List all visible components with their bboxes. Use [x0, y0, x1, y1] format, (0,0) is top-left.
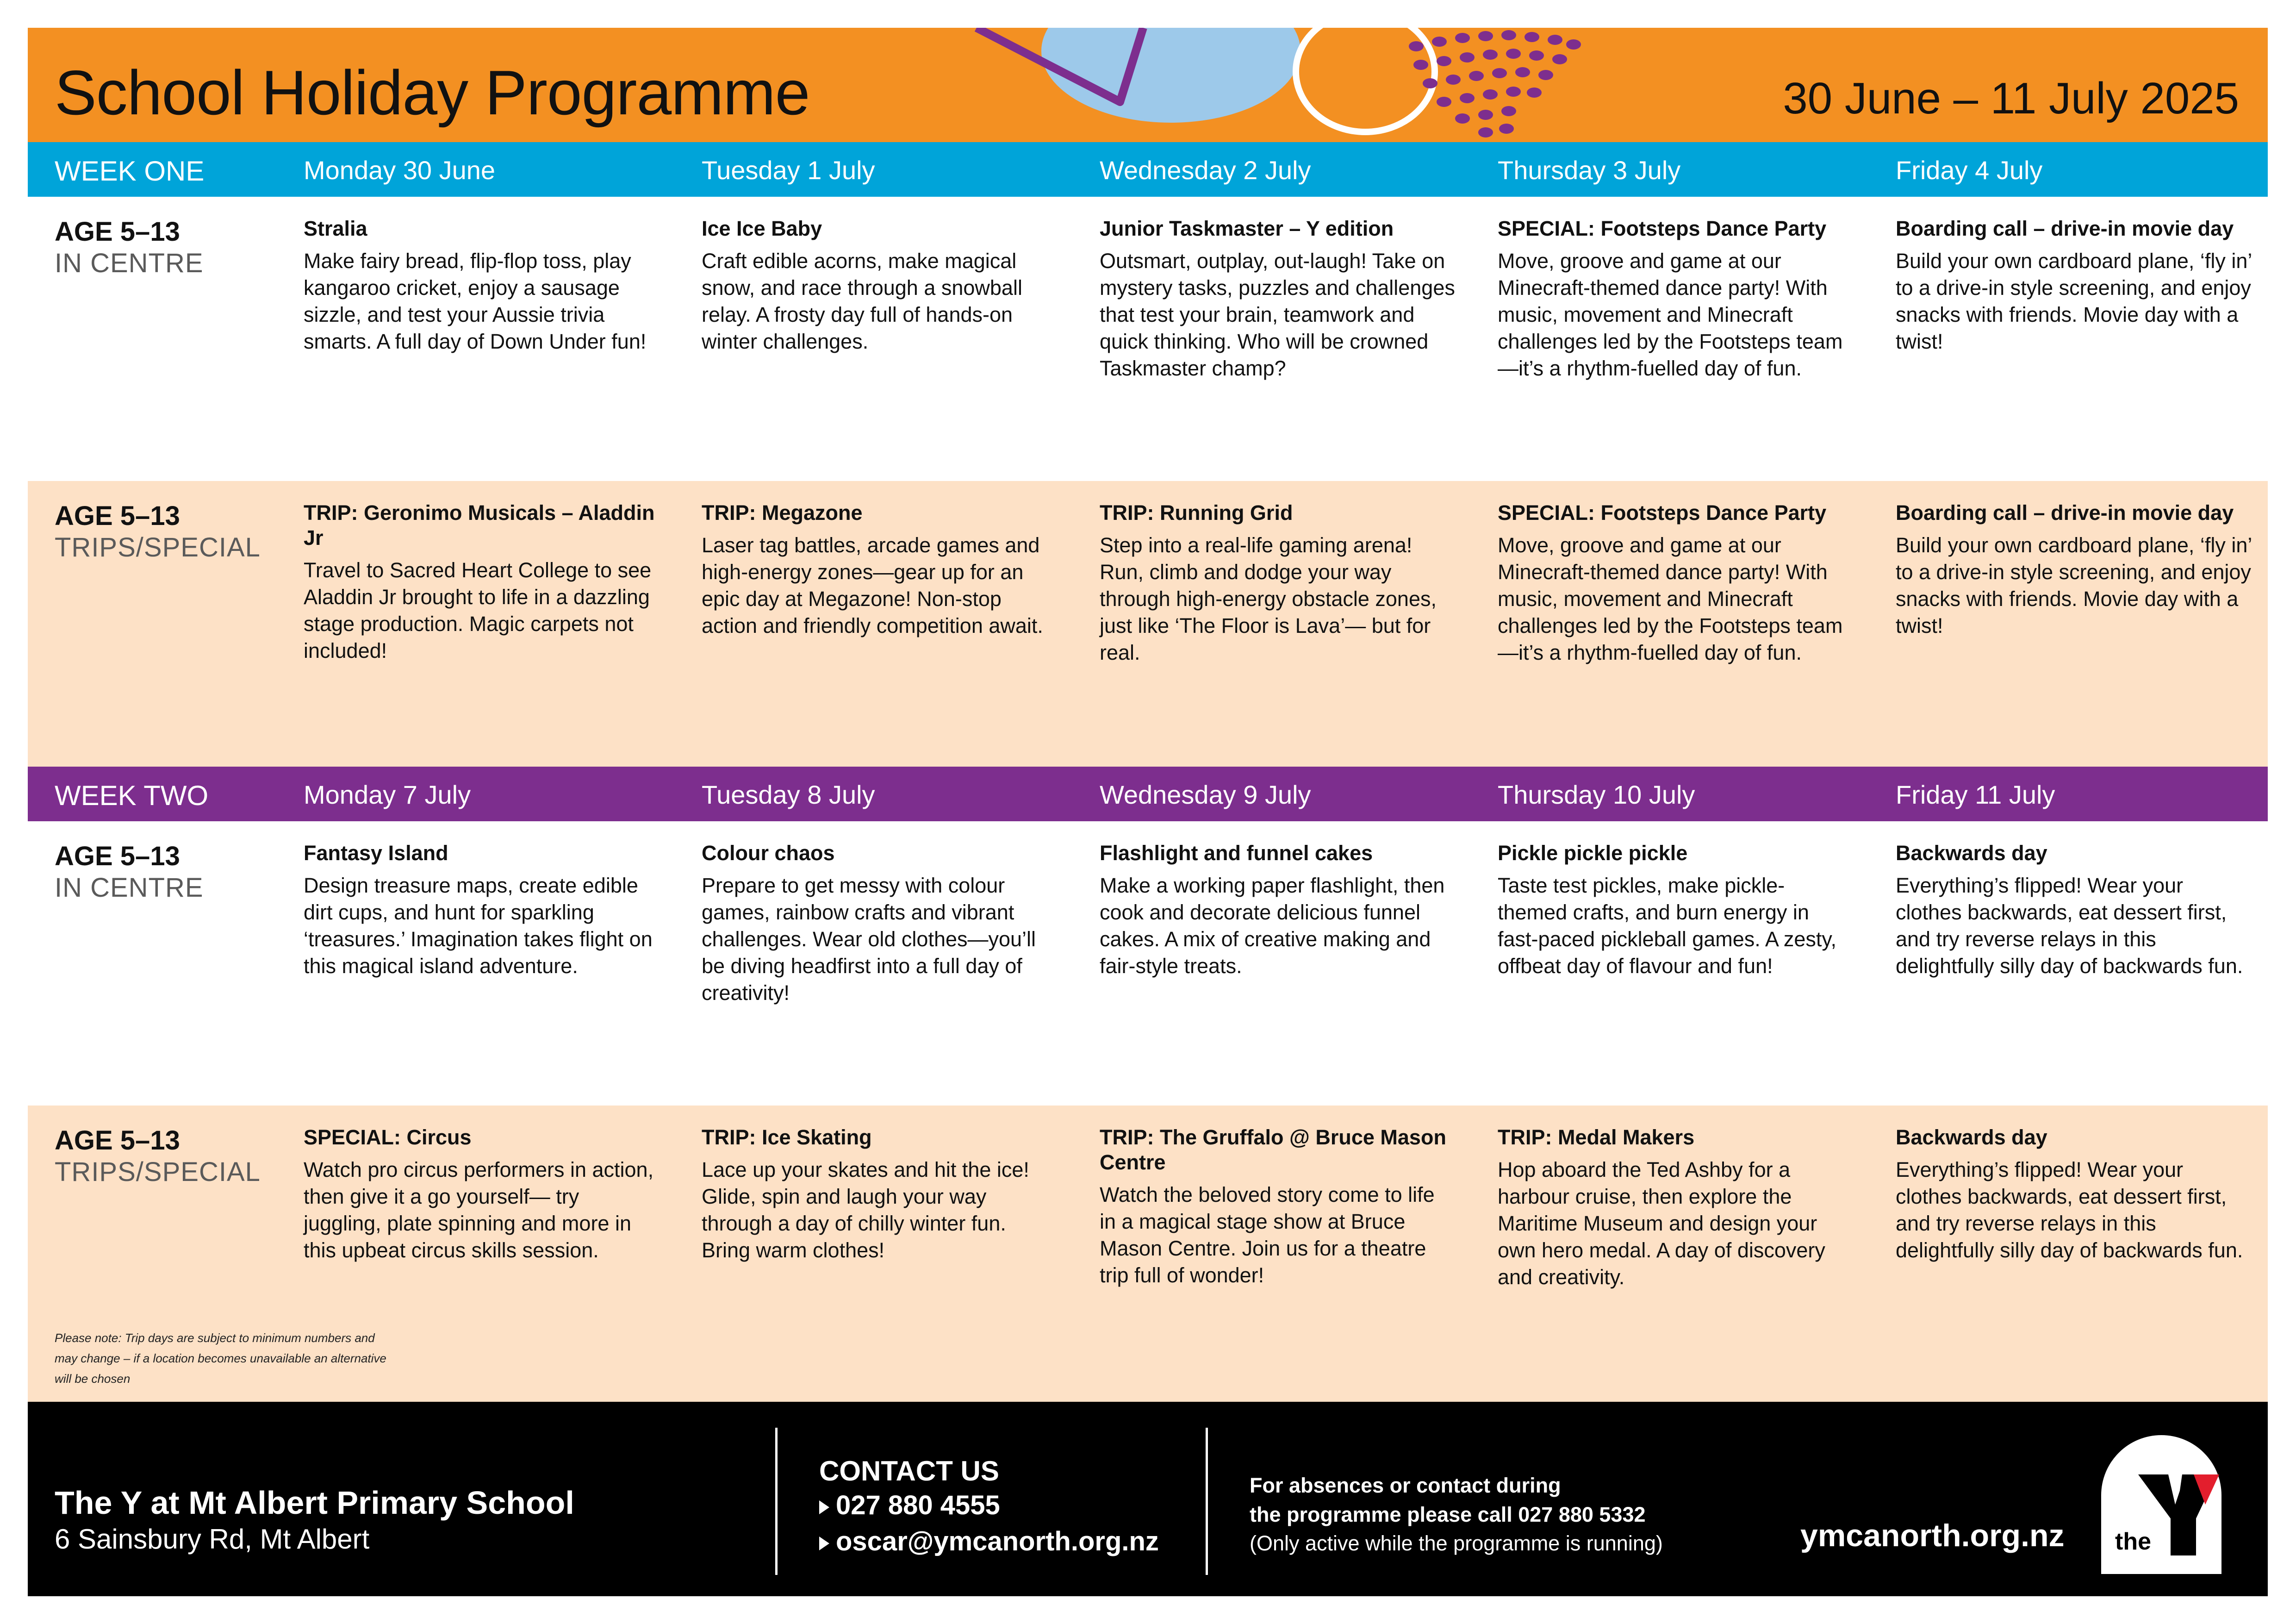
- activity-title: Boarding call – drive-in movie day: [1896, 217, 2234, 240]
- day-label: Friday 11 July: [1896, 780, 2055, 809]
- session-type: TRIPS/SPECIAL: [55, 1157, 261, 1187]
- day-label: Monday 30 June: [304, 156, 496, 185]
- activity-card: [1498, 841, 1854, 980]
- absence-info-line: (Only active while the programme is running): [1250, 1531, 1663, 1555]
- activity-title: SPECIAL: Footsteps Dance Party: [1498, 501, 1827, 525]
- activity-title: Boarding call – drive-in movie day: [1896, 501, 2234, 525]
- activity-description: Make fairy bread, flip-flop toss, play kangaroo cricket, enjoy a sausage sizzle, and test your Aussie trivia smarts. A full day of Down Under fun!: [304, 249, 647, 353]
- trip-disclaimer-note: Please note: Trip days are subject to minimum numbers and may change – if a location becomes unavailable an alternative will be chosen: [55, 1331, 386, 1386]
- activity-description: Build your own cardboard plane, ‘fly in’ to a drive-in style screening, and enjoy snacks with friends. Movie day with a twist!: [1896, 533, 2252, 637]
- activity-title: Flashlight and funnel cakes: [1100, 841, 1373, 865]
- day-label: Friday 4 July: [1896, 156, 2043, 185]
- activity-description: Watch the beloved story come to life in a magical stage show at Bruce Mason Centre. Join us for a theatre trip full of wonder!: [1100, 1183, 1435, 1287]
- week-one-label: WEEK ONE: [55, 156, 205, 187]
- activity-description: Outsmart, outplay, out-laugh! Take on mystery tasks, puzzles and challenges that test your brain, teamwork and quick thinking. Who will be crowned Taskmaster champ?: [1100, 249, 1455, 380]
- activity-card: [1498, 1125, 1854, 1291]
- week-two-label: WEEK TWO: [55, 780, 209, 811]
- activity-card: [304, 841, 660, 980]
- session-type: IN CENTRE: [55, 873, 204, 903]
- activity-title: SPECIAL: Footsteps Dance Party: [1498, 217, 1827, 240]
- activity-title: TRIP: Geronimo Musicals – Aladdin Jr: [304, 501, 655, 550]
- activity-description: Make a working paper flashlight, then cook and decorate delicious funnel cakes. A mix of creative making and fair-style treats.: [1100, 874, 1445, 978]
- day-label: Tuesday 8 July: [702, 780, 875, 809]
- activity-title: Backwards day: [1896, 1125, 2047, 1149]
- activity-description: Watch pro circus performers in action, then give it a go yourself— try juggling, plate spinning and more in this upbeat circus skills session.: [304, 1158, 654, 1262]
- activity-description: Taste test pickles, make pickle-themed crafts, and burn energy in fast-paced pickleball games. A zesty, offbeat day of flavour and fun!: [1498, 874, 1837, 978]
- activity-card: [1896, 1125, 2252, 1264]
- week-one-bar: [28, 142, 2268, 197]
- divider: [1206, 1428, 1208, 1575]
- activity-description: Move, groove and game at our Minecraft-themed dance party! With music, movement and Minecraft challenges led by the Footsteps team—it’s a rhythm-fuelled day of fun.: [1498, 533, 1843, 664]
- activity-description: Lace up your skates and hit the ice! Glide, spin and laugh your way through a day of chilly winter fun. Bring warm clothes!: [702, 1158, 1029, 1262]
- week-two-bar: [28, 767, 2268, 821]
- week-two-trips: [28, 1106, 2268, 1402]
- activity-card: [1498, 500, 1854, 666]
- activity-description: Craft edible acorns, make magical snow, and race through a snowball relay. A frosty day full of hands-on winter challenges.: [702, 249, 1022, 353]
- absence-info-line: For absences or contact during: [1250, 1474, 1561, 1497]
- activity-card: [1100, 216, 1456, 382]
- day-label: Tuesday 1 July: [702, 156, 875, 185]
- age-label: AGE 5–13: [55, 1125, 180, 1156]
- session-type: IN CENTRE: [55, 248, 204, 278]
- activity-card: [304, 216, 660, 355]
- absence-info-line: the programme please call 027 880 5332: [1250, 1503, 1646, 1526]
- activity-card: [702, 841, 1058, 1006]
- activity-title: Colour chaos: [702, 841, 835, 865]
- activity-card: [1896, 216, 2252, 355]
- arrow-right-icon: [819, 1537, 829, 1550]
- day-label: Wednesday 2 July: [1100, 156, 1311, 185]
- age-label: AGE 5–13: [55, 217, 180, 247]
- activity-description: Travel to Sacred Heart College to see Aladdin Jr brought to life in a dazzling stage production. Magic carpets not included!: [304, 558, 652, 662]
- activity-description: Step into a real-life gaming arena! Run, climb and dodge your way through high-energy obstacle zones, just like ‘The Floor is Lava’— but for real.: [1100, 533, 1437, 664]
- phone-contact[interactable]: [819, 1490, 1000, 1521]
- activity-title: SPECIAL: Circus: [304, 1125, 472, 1149]
- activity-title: TRIP: Medal Makers: [1498, 1125, 1695, 1149]
- activity-card: [304, 1125, 660, 1264]
- activity-title: Pickle pickle pickle: [1498, 841, 1688, 865]
- activity-card: [1896, 841, 2252, 980]
- day-label: Wednesday 9 July: [1100, 780, 1311, 809]
- activity-card: [702, 500, 1058, 639]
- activity-title: Stralia: [304, 217, 367, 240]
- contact-heading: CONTACT US: [819, 1455, 999, 1487]
- email-address: oscar@ymcanorth.org.nz: [836, 1526, 1159, 1556]
- activity-description: Prepare to get messy with colour games, rainbow crafts and vibrant challenges. Wear old clothes—you’ll be diving headfirst into a full day of creativity!: [702, 874, 1036, 1005]
- activity-description: Hop aboard the Ted Ashby for a harbour cruise, then explore the Maritime Museum and design your own hero medal. A day of discovery and creativity.: [1498, 1158, 1825, 1289]
- activity-card: [1100, 1125, 1456, 1289]
- activity-description: Everything’s flipped! Wear your clothes backwards, eat dessert first, and try reverse relays in this delightfully silly day of backwards fun.: [1896, 874, 2243, 978]
- activity-card: [1896, 500, 2252, 639]
- venue-name: The Y at Mt Albert Primary School: [55, 1485, 574, 1521]
- activity-description: Design treasure maps, create edible dirt cups, and hunt for sparkling ‘treasures.’ Imagination takes flight on this magical island adventure.: [304, 874, 653, 978]
- venue-address: 6 Sainsbury Rd, Mt Albert: [55, 1524, 370, 1555]
- day-label: Thursday 10 July: [1498, 780, 1695, 809]
- page-title: School Holiday Programme: [55, 57, 810, 128]
- activity-title: Fantasy Island: [304, 841, 448, 865]
- activity-description: Laser tag battles, arcade games and high-energy zones—gear up for an epic day at Megazone! Non-stop action and friendly competition await.: [702, 533, 1043, 637]
- week-one-trips: [28, 481, 2268, 767]
- week-two-in-centre: [28, 821, 2268, 1106]
- ymca-logo: [2101, 1435, 2240, 1576]
- session-type: TRIPS/SPECIAL: [55, 532, 261, 562]
- divider: [775, 1428, 778, 1575]
- age-label: AGE 5–13: [55, 501, 180, 531]
- activity-card: [702, 1125, 1058, 1264]
- activity-card: [702, 216, 1058, 355]
- activity-title: TRIP: Ice Skating: [702, 1125, 872, 1149]
- activity-card: [1498, 216, 1854, 382]
- activity-title: TRIP: Megazone: [702, 501, 863, 525]
- email-contact[interactable]: [819, 1526, 1159, 1557]
- day-label: Monday 7 July: [304, 780, 471, 809]
- activity-description: Move, groove and game at our Minecraft-themed dance party! With music, movement and Minecraft challenges led by the Footsteps team—it’s a rhythm-fuelled day of fun.: [1498, 249, 1843, 380]
- programme-dates: 30 June – 11 July 2025: [1783, 74, 2239, 123]
- activity-card: [1100, 500, 1456, 666]
- activity-title: TRIP: The Gruffalo @ Bruce Mason Centre: [1100, 1125, 1446, 1174]
- activity-description: Build your own cardboard plane, ‘fly in’ to a drive-in style screening, and enjoy snacks with friends. Movie day with a twist!: [1896, 249, 2252, 353]
- age-label: AGE 5–13: [55, 841, 180, 871]
- header-banner: [28, 28, 2268, 142]
- logo-text: the: [2115, 1528, 2151, 1555]
- activity-title: TRIP: Running Grid: [1100, 501, 1293, 525]
- activity-title: Junior Taskmaster – Y edition: [1100, 217, 1394, 240]
- activity-description: Everything’s flipped! Wear your clothes backwards, eat dessert first, and try reverse relays in this delightfully silly day of backwards fun.: [1896, 1158, 2243, 1262]
- week-one-in-centre: [28, 197, 2268, 481]
- activity-card: [304, 500, 660, 664]
- activity-title: Ice Ice Baby: [702, 217, 822, 240]
- activity-title: Backwards day: [1896, 841, 2047, 865]
- phone-number: 027 880 4555: [836, 1490, 1000, 1520]
- arrow-right-icon: [819, 1500, 829, 1514]
- website-link[interactable]: ymcanorth.org.nz: [1800, 1518, 2065, 1553]
- activity-card: [1100, 841, 1456, 980]
- footer: [28, 1402, 2268, 1596]
- day-label: Thursday 3 July: [1498, 156, 1681, 185]
